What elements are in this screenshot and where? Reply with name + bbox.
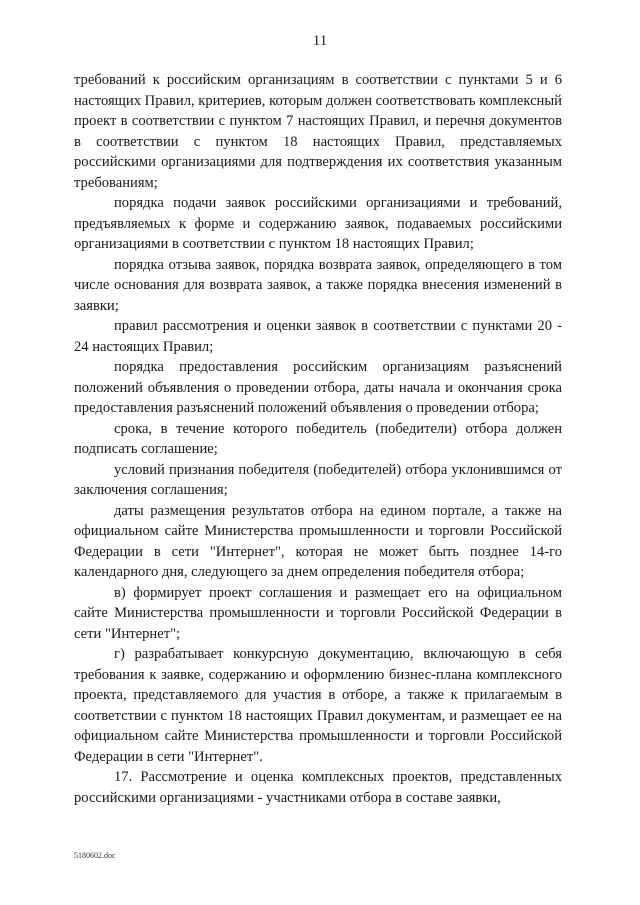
paragraph: в) формирует проект соглашения и размещает его на официальном сайте Министерства промышленности и торговли Российской Федерации в сети "Интернет"; [74, 584, 562, 642]
paragraph: правил рассмотрения и оценки заявок в соответствии с пунктами 20 - 24 настоящих Правил; [74, 318, 562, 355]
paragraph: порядка подачи заявок российскими организациями и требований, предъявляемых к форме и содержанию заявок, подаваемых российскими организациями в соответствии с пунктом 18 настоящих Правил; [74, 195, 562, 252]
paragraph: порядка предоставления российским организациям разъяснений положений объявления о проведении отбора, даты начала и окончания срока предоставления разъяснений положений объявления о проведении отбора; [74, 359, 562, 416]
paragraph: даты размещения результатов отбора на едином портале, а также на официальном сайте Министерства промышленности и торговли Российской Федерации в сети "Интернет", которая не может быть позднее 14-го календарного дня, следующего за днем определения победителя отбора; [74, 502, 562, 580]
paragraph: требований к российским организациям в соответствии с пунктами 5 и 6 настоящих Правил, критериев, которым должен соответствовать комплексный проект в соответствии с пунктом 7 настоящих Правил, и перечня документов в соответствии с пунктом 18 настоящих Правил, представляемых российскими организациями для подтверждения их соответствия указанным требованиям; [74, 72, 562, 191]
file-name-footer: 5180602.doc [74, 851, 116, 860]
paragraph: 17. Рассмотрение и оценка комплексных проектов, представленных российскими организациями - участниками отбора в составе заявки, [74, 769, 562, 806]
paragraph: срока, в течение которого победитель (победители) отбора должен подписать соглашение; [74, 420, 562, 457]
page-number: 11 [312, 33, 328, 49]
paragraph: условий признания победителя (победителей) отбора уклонившимся от заключения соглашения; [74, 461, 562, 498]
paragraph: г) разрабатывает конкурсную документацию, включающую в себя требования к заявке, содержанию и оформлению бизнес-плана комплексного проекта, представляемого для участия в отборе, а также к прилагаемым в соответствии с пунктом 18 настоящих Правил документам, и размещает ее на официальном сайте Министерства промышленности и торговли Российской Федерации в сети "Интернет". [74, 646, 562, 765]
document-body [74, 70, 562, 808]
paragraph: порядка отзыва заявок, порядка возврата заявок, определяющего в том числе основания для возврата заявок, а также порядка внесения изменений в заявки; [74, 256, 562, 314]
